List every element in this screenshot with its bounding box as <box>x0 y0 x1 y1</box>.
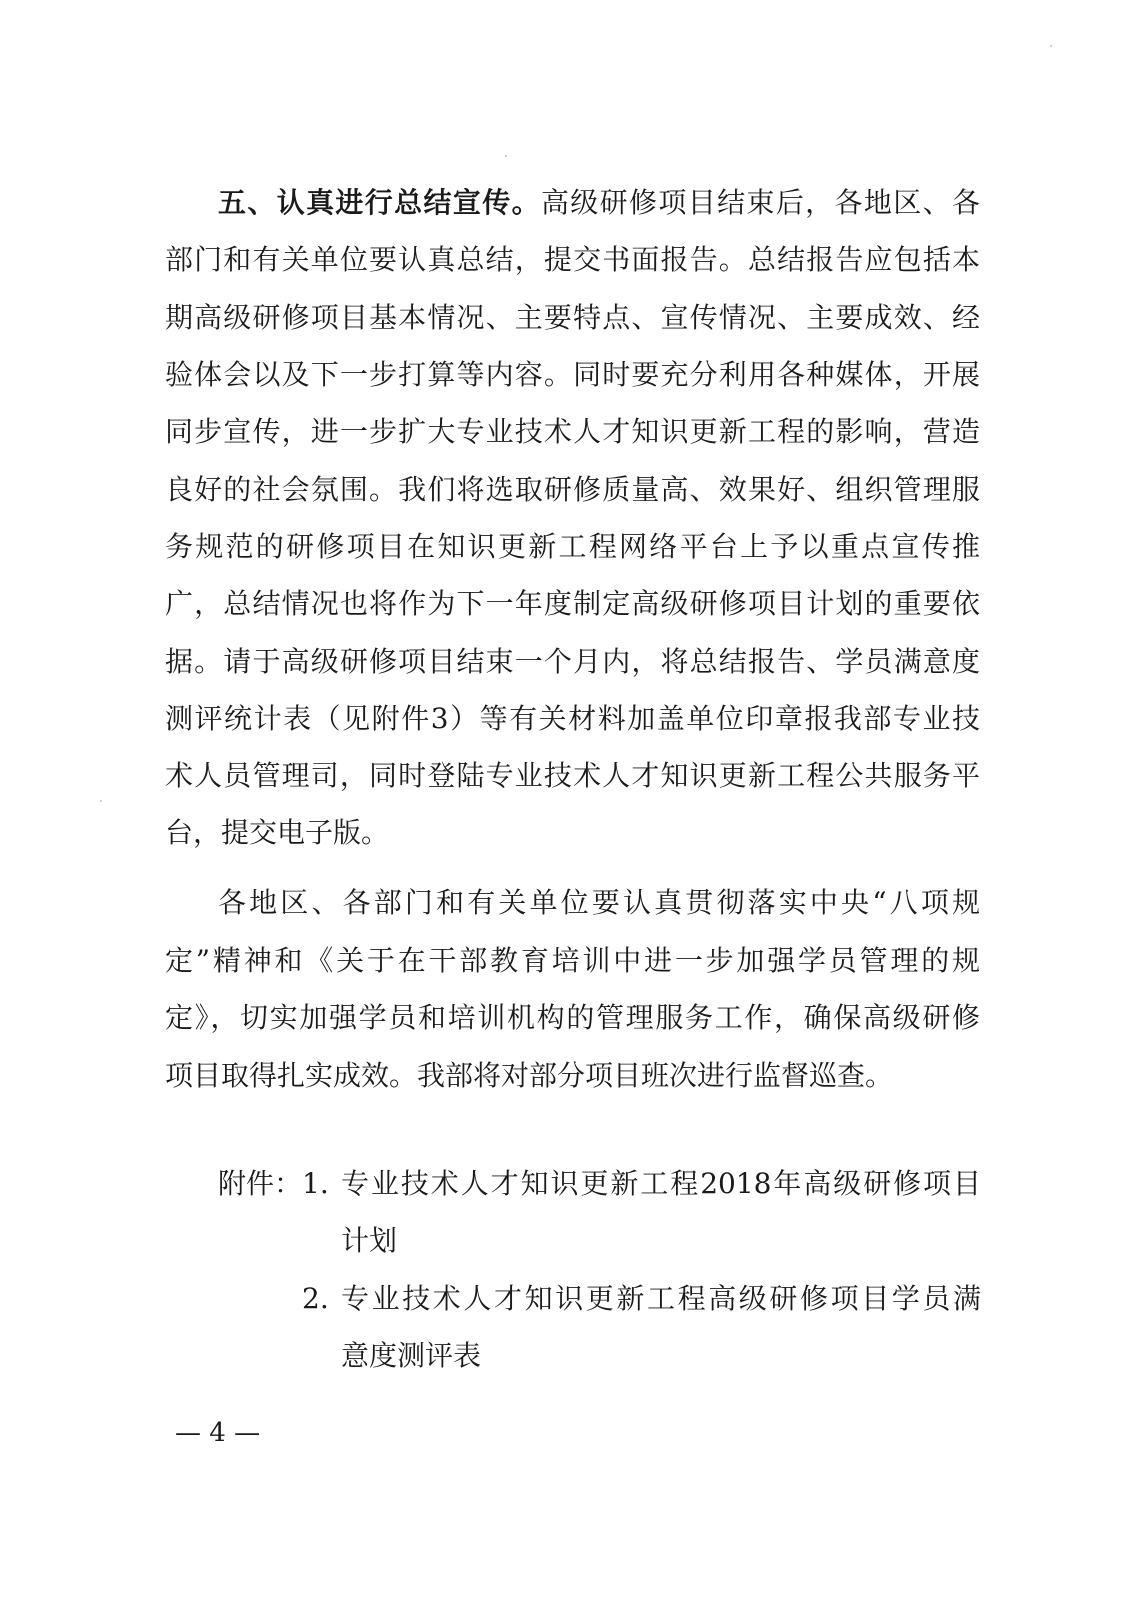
paragraph-line: 广，总结情况也将作为下一年度制定高级研修项目计划的重要依 <box>165 587 980 620</box>
attachment-title-line: 计划 <box>341 1224 398 1257</box>
attachment-title-line: 意度测评表 <box>341 1339 482 1372</box>
attachment-title-line: 专业技术人才知识更新工程2018年高级研修项目 <box>341 1167 981 1200</box>
paragraph-line: 术人员管理司，同时登陆专业技术人才知识更新工程公共服务平 <box>165 759 980 792</box>
paragraph-line: 良好的社会氛围。我们将选取研修质量高、效果好、组织管理服 <box>165 473 980 506</box>
paragraph-line: 期高级研修项目基本情况、主要特点、宣传情况、主要成效、经 <box>165 301 980 334</box>
paragraph-line: 务规范的研修项目在知识更新工程网络平台上予以重点宣传推 <box>165 530 980 563</box>
scan-speck <box>1050 45 1052 47</box>
attachment-number: 2. <box>302 1282 329 1315</box>
paragraph-line: 验体会以及下一步打算等内容。同时要充分利用各种媒体，开展 <box>165 358 980 391</box>
paragraph-line: 定》，切实加强学员和培训机构的管理服务工作，确保高级研修 <box>165 1001 980 1034</box>
section-heading-continuation: 高级研修项目结束后，各地区、各 <box>540 186 980 219</box>
paragraph-line: 测评统计表（见附件3）等有关材料加盖单位印章报我部专业技 <box>165 702 980 735</box>
page-number: — 4 — <box>175 1418 261 1448</box>
paragraph-line: 定”精神和《关于在干部教育培训中进一步加强学员管理的规 <box>165 944 980 977</box>
paragraph-line: 台，提交电子版。 <box>165 816 390 849</box>
paragraph-line: 部门和有关单位要认真总结，提交书面报告。总结报告应包括本 <box>165 243 980 276</box>
attachment-number: 1. <box>302 1167 329 1200</box>
attachment-title-line: 专业技术人才知识更新工程高级研修项目学员满 <box>341 1282 981 1315</box>
paragraph-line <box>218 183 980 223</box>
scan-speck <box>505 155 507 157</box>
paragraph-line: 各地区、各部门和有关单位要认真贯彻落实中央“八项规 <box>218 886 980 919</box>
paragraph-line: 项目取得扎实成效。我部将对部分项目班次进行监督巡查。 <box>165 1059 894 1092</box>
paragraph-line: 同步宣传，进一步扩大专业技术人才知识更新工程的影响，营造 <box>165 415 980 448</box>
attachments-label: 附件： <box>218 1167 303 1200</box>
section-heading: 五、认真进行总结宣传。 <box>218 186 541 219</box>
paragraph-line: 据。请于高级研修项目结束一个月内，将总结报告、学员满意度 <box>165 645 980 678</box>
scan-speck <box>100 800 102 802</box>
